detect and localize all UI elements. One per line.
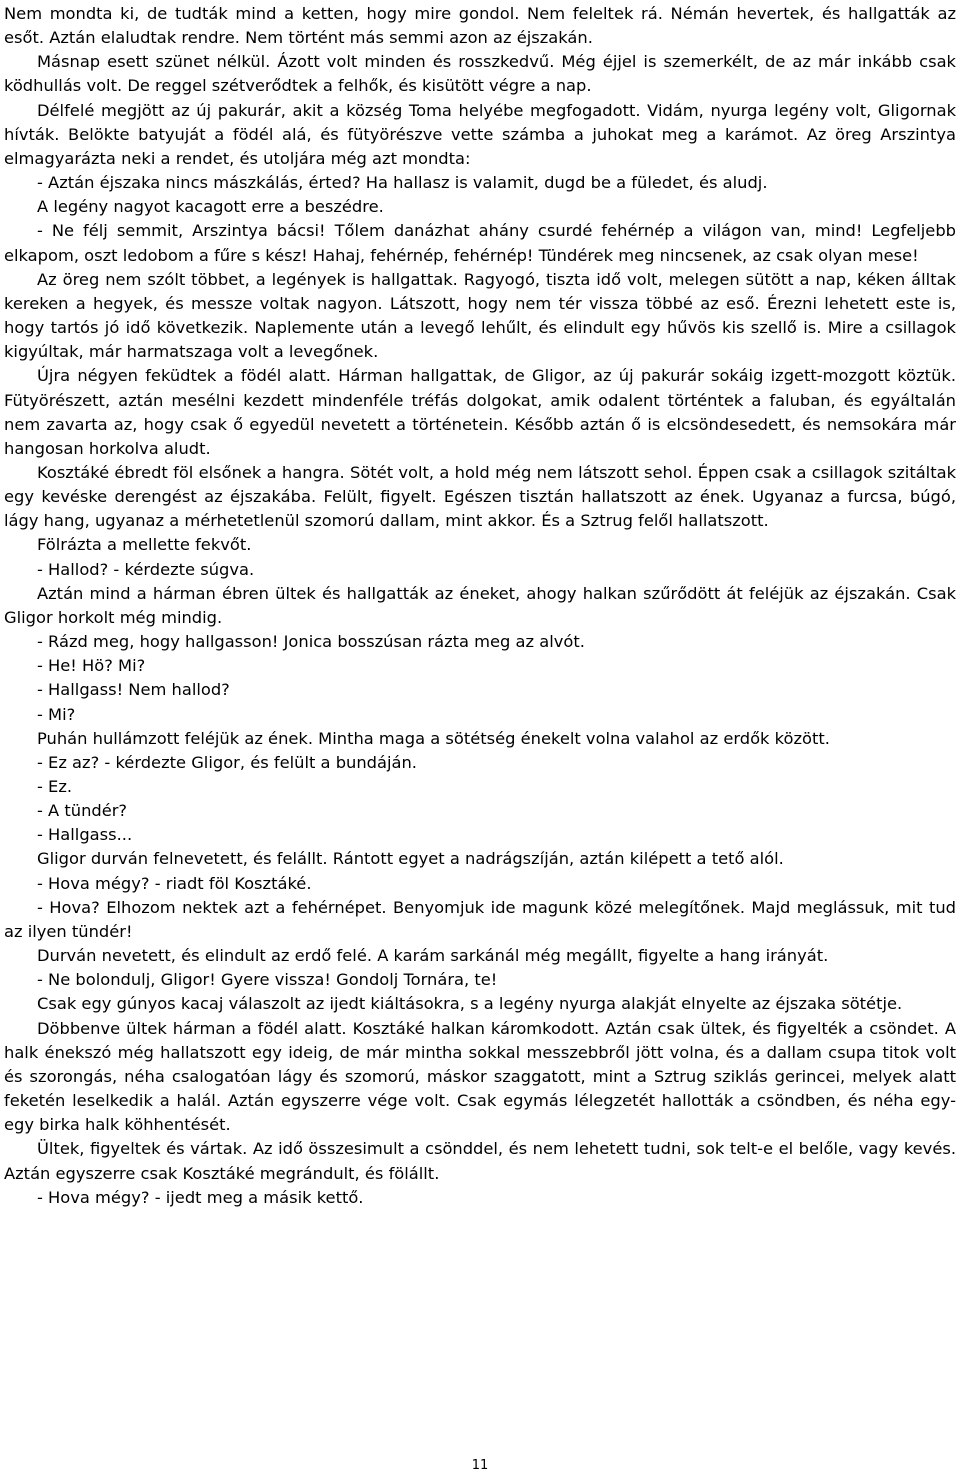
paragraph: - Aztán éjszaka nincs mászkálás, érted? Ha hallasz is valamit, dugd be a füledet, és aludj.: [37, 173, 768, 193]
paragraph: Gligor durván felnevetett, és felállt. Rántott egyet a nadrágszíján, aztán kilépett a tető alól.: [37, 849, 784, 869]
paragraph: Újra négyen feküdtek a födél alatt. Hárman hallgattak, de Gligor, az új pakurár sokáig izgett-mozgott köztük. Fütyörészett, aztán mesélni kezdett mindenféle tréfás dolgokat, amik odalent történtek a faluban, és egyáltalán nem zavarta az, hogy csak ő egyedül nevetett a történetein. Később aztán ő is elcsöndesedett, és nemsokára már hangosan horkolva aludt.: [4, 366, 956, 458]
paragraph: A legény nagyot kacagott erre a beszédre.: [37, 197, 384, 217]
paragraph: - Rázd meg, hogy hallgasson! Jonica bosszúsan rázta meg az alvót.: [37, 632, 585, 652]
paragraph: Puhán hullámzott feléjük az ének. Mintha maga a sötétség énekelt volna valahol az erdők között.: [37, 728, 830, 748]
paragraph: - Ez az? - kérdezte Gligor, és felült a bundáján.: [37, 752, 417, 772]
paragraph: Délfelé megjött az új pakurár, akit a község Toma helyébe megfogadott. Vidám, nyurga legény volt, Gligornak hívták. Belökte batyuját a födél alá, és fütyörészve vette számba a juhokat meg a karámot. Az öreg Arszintya elmagyarázta neki a rendet, és utoljára még azt mondta:: [4, 100, 956, 168]
paragraph: Durván nevetett, és elindult az erdő felé. A karám sarkánál még megállt, figyelte a hang irányát.: [37, 946, 829, 966]
paragraph: Az öreg nem szólt többet, a legények is hallgattak. Ragyogó, tiszta idő volt, melegen sütött a nap, kéken álltak kereken a hegyek, és messze voltak nagyon. Látszott, hogy nem tér vissza többé az eső. Érezni lehetett este is, hogy tartós jó idő következik. Naplemente után a levegő lehűlt, és elindult egy hűvös kis szellő is. Mire a csillagok kigyúltak, már harmatszaga volt a levegőnek.: [4, 269, 956, 362]
paragraph: - Hova? Elhozom nektek azt a fehérnépet. Benyomjuk ide magunk közé melegítőnek. Majd meglássuk, mit tud az ilyen tündér!: [4, 897, 956, 941]
paragraph: - Hallgass! Nem hallod?: [37, 680, 230, 700]
paragraph: Fölrázta a mellette fekvőt.: [37, 535, 252, 555]
paragraph: - Hova mégy? - riadt föl Kosztáké.: [37, 873, 312, 893]
paragraph: Nem mondta ki, de tudták mind a ketten, hogy mire gondol. Nem feleltek rá. Némán hevertek, és hallgatták az esőt. Aztán elaludtak rendre. Nem történt más semmi azon az éjszakán.: [4, 4, 956, 48]
paragraph: - Mi?: [37, 704, 76, 724]
paragraph: - He! Hö? Mi?: [37, 656, 146, 676]
paragraph: - Hallgass...: [37, 825, 133, 845]
paragraph: - Hova mégy? - ijedt meg a másik kettő.: [37, 1187, 364, 1207]
paragraph: - Ez.: [37, 777, 73, 796]
page-number: 11: [471, 1458, 489, 1473]
body-text: [4, 2, 956, 1210]
paragraph: - A tündér?: [37, 801, 128, 821]
paragraph: - Ne bolondulj, Gligor! Gyere vissza! Gondolj Tornára, te!: [37, 970, 498, 990]
paragraph: Ültek, figyeltek és vártak. Az idő összesimult a csönddel, és nem lehetett tudni, sok telt-e el belőle, vagy kevés. Aztán egyszerre csak Kosztáké megrándult, és fölállt.: [4, 1139, 956, 1183]
paragraph: - Hallod? - kérdezte súgva.: [37, 559, 255, 579]
paragraph: Aztán mind a hárman ébren ültek és hallgatták az éneket, ahogy halkan szűrődött át feléjük az éjszakán. Csak Gligor horkolt még mindig.: [4, 583, 956, 627]
paragraph: Csak egy gúnyos kacaj válaszolt az ijedt kiáltásokra, s a legény nyurga alakját elnyelte az éjszaka sötétje.: [37, 994, 903, 1014]
paragraph: Döbbenve ültek hárman a födél alatt. Kosztáké halkan káromkodott. Aztán csak ültek, és figyelték a csöndet. A halk énekszó még hallatszott egy ideig, de már mintha sokkal messzebbről jött volna, és a dallam csupa titok volt és szorongás, néha csalogatóan lágy és szomorú, máskor szaggatott, mint a Sztrug sziklás gerincei, melyek alatt feketén leselkedik a halál. Aztán egyszerre vége volt. Csak egymás lélegzetét hallották a csöndben, és néha egy-egy birka halk köhhentését.: [4, 1018, 956, 1135]
paragraph: Kosztáké ébredt föl elsőnek a hangra. Sötét volt, a hold még nem látszott sehol. Éppen csak a csillagok szitáltak egy kevéske derengést az éjszakába. Felült, figyelt. Egészen tisztán hallatszott az ének. Ugyanaz a furcsa, búgó, lágy hang, ugyanaz a mérhetetlenül szomorú dallam, mint akkor. És a Sztrug felől hallatszott.: [4, 462, 956, 531]
paragraph: Másnap esett szünet nélkül. Ázott volt minden és rosszkedvű. Még éjjel is szemerkélt, de az már inkább csak ködhullás volt. De reggel szétverődtek a felhők, és kisütött végre a nap.: [4, 52, 956, 96]
paragraph: - Ne félj semmit, Arszintya bácsi! Tőlem danázhat ahány csurdé fehérnép a világon van, mind! Legfeljebb elkapom, oszt ledobom a fűre s kész! Hahaj, fehérnép, fehérnép! Tündérek meg nincsenek, az csak olyan mese!: [4, 221, 956, 265]
